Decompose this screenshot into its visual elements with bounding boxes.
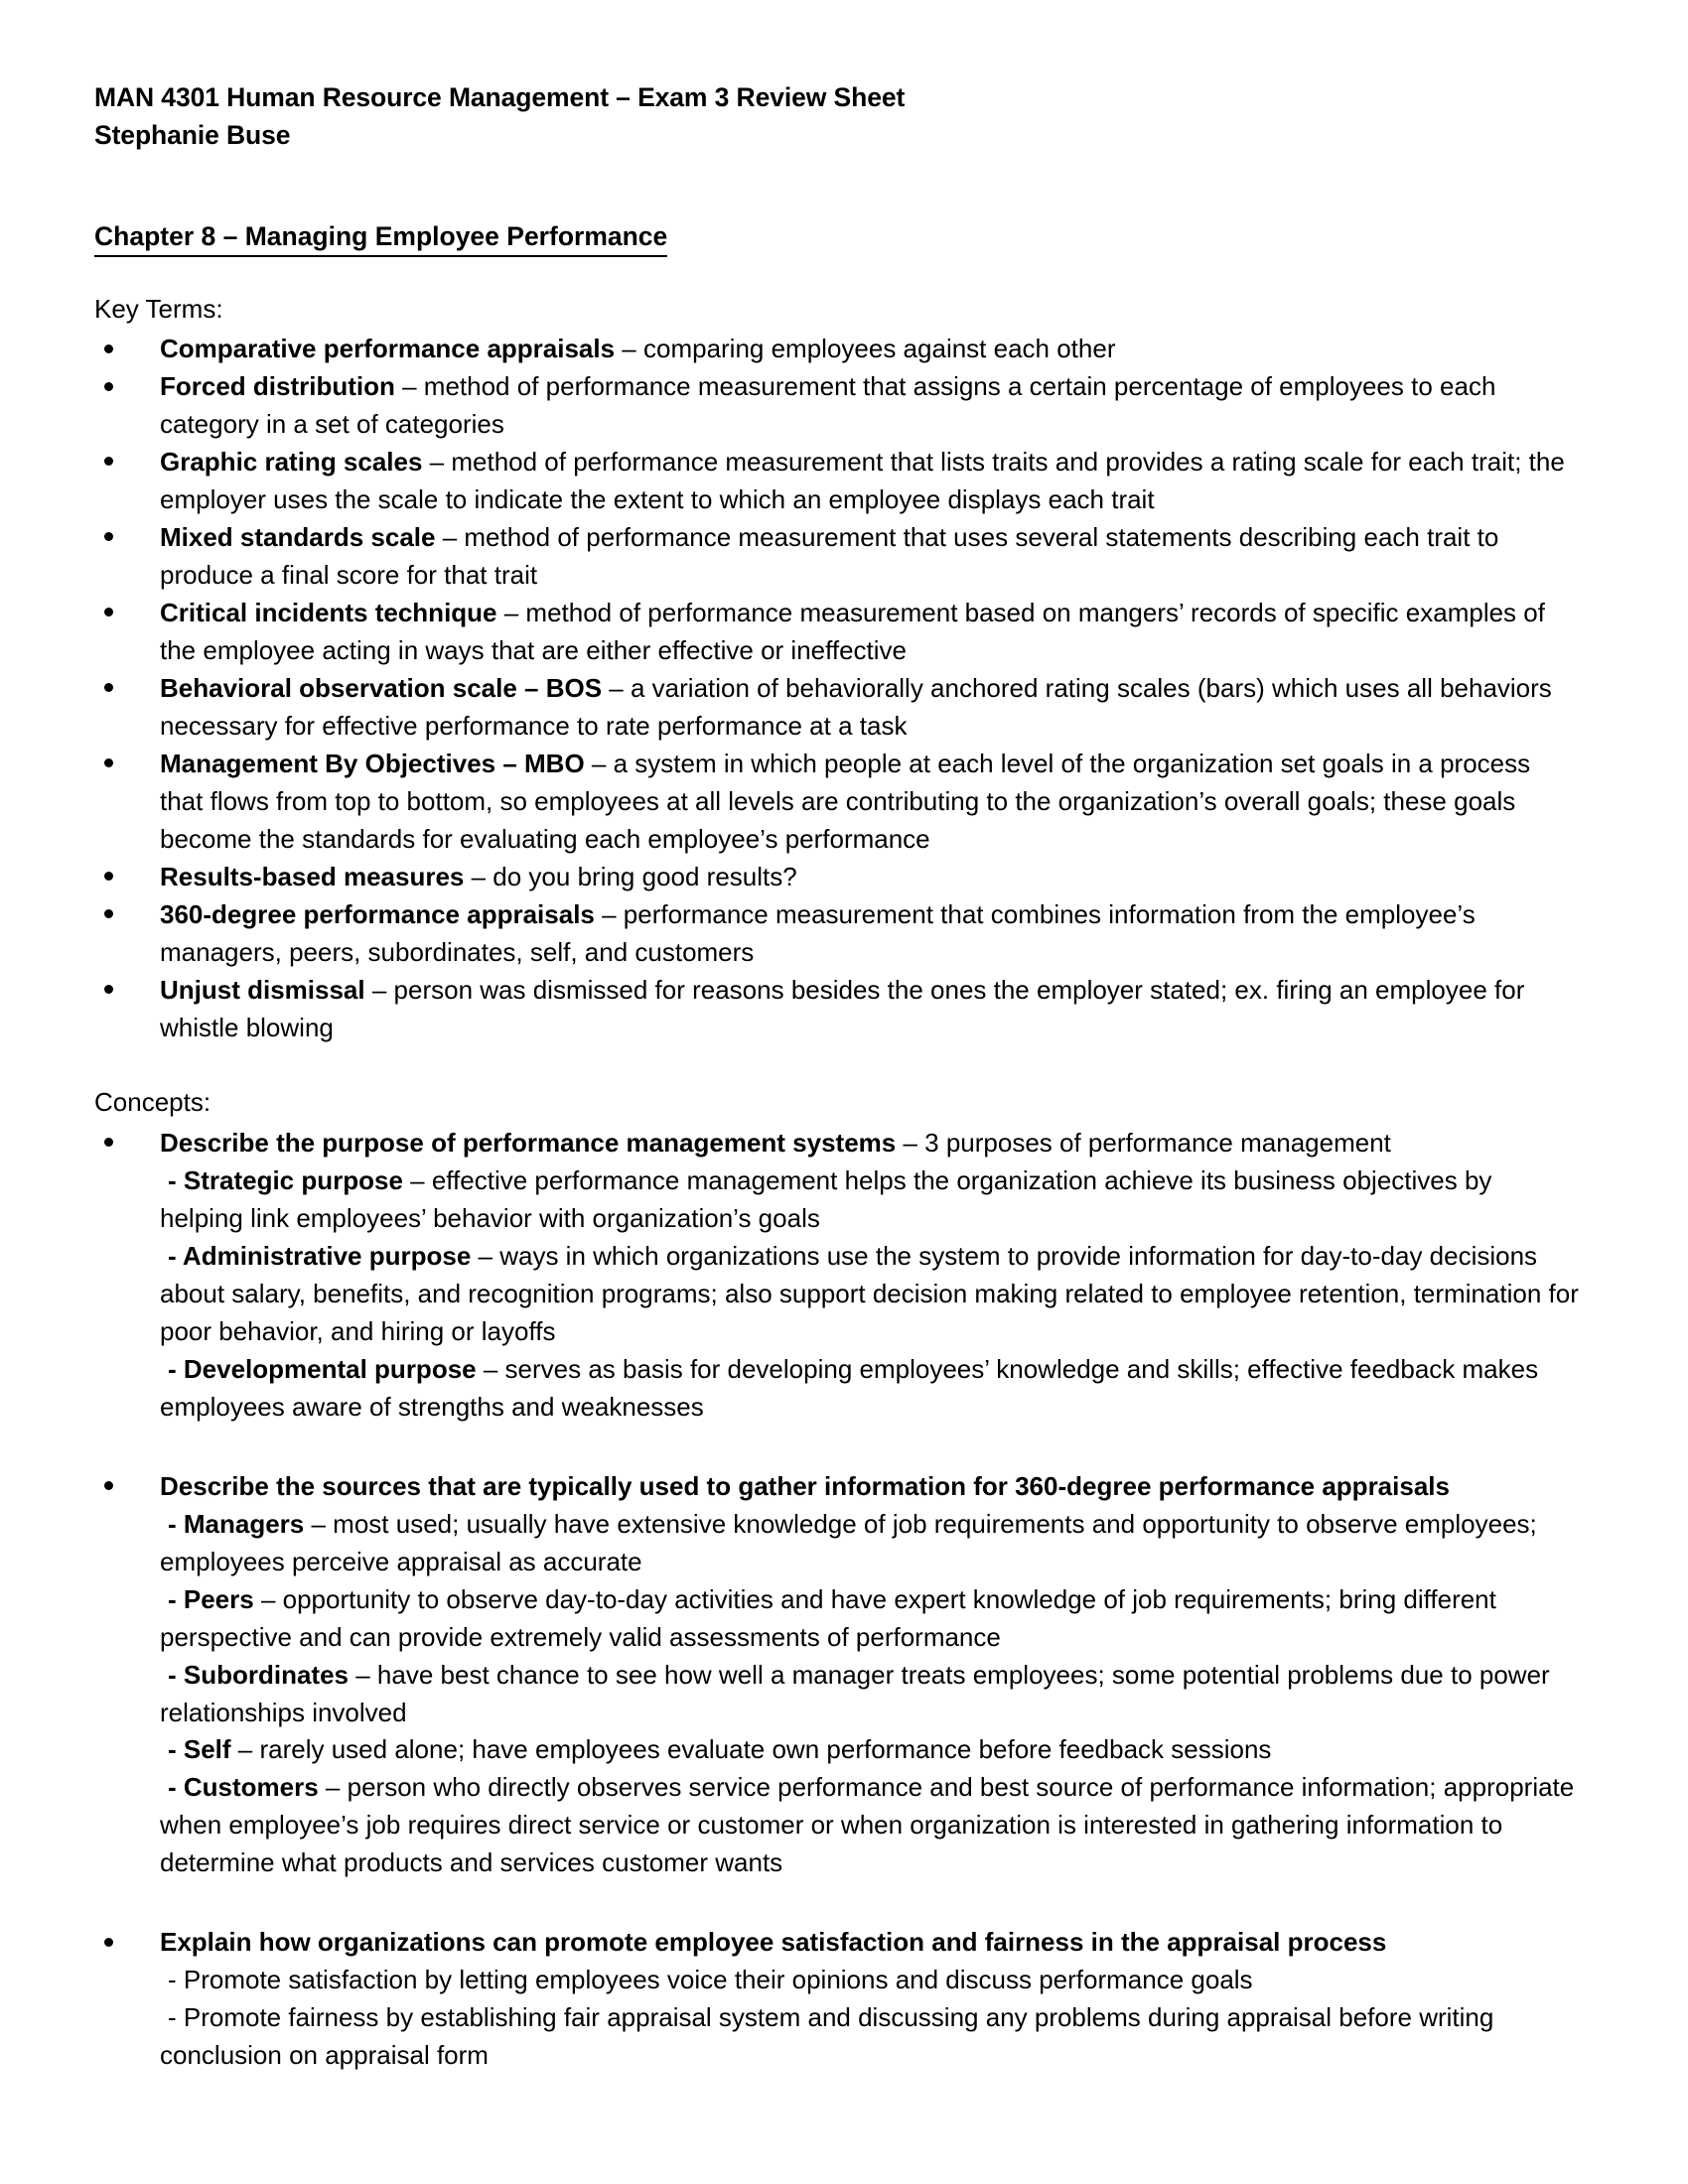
- list-item-main-line: [160, 670, 1579, 746]
- author-name-line: Stephanie Buse: [94, 119, 291, 150]
- bullet-list: [94, 331, 1579, 1046]
- list-item-body: [160, 746, 1579, 859]
- list-item-body: [160, 1125, 1579, 1427]
- list-item-term: Management By Objectives – MBO: [160, 748, 585, 778]
- list-item-subline: [160, 1731, 1579, 1769]
- list-item-term: Graphic rating scales: [160, 447, 423, 478]
- bullet-point-icon: [104, 985, 113, 994]
- list-item-body: [160, 896, 1579, 972]
- list-item-subline: [160, 1999, 1579, 2075]
- list-item-term: Critical incidents technique: [160, 598, 497, 628]
- bullet-point-icon: [104, 683, 113, 692]
- list-item-definition: – method of performance measurement that lists traits and provides a rating scale for each trait; the employer uses the scale to indicate the extent to which an employee displays each trait: [160, 447, 1565, 515]
- list-item-term: Forced distribution: [160, 371, 395, 402]
- list-item-body: [160, 595, 1579, 670]
- list-item-body: [160, 972, 1579, 1047]
- list-item-definition: – a variation of behaviorally anchored rating scales (bars) which uses all behaviors necessary for effective performance to rate performance at a task: [160, 672, 1552, 741]
- list-item-definition: – method of performance measurement that assigns a certain percentage of employees to each category in a set of categories: [160, 371, 1496, 440]
- list-item-definition: – performance measurement that combines information from the employee’s managers, peers, subordinates, self, and customers: [160, 898, 1476, 967]
- list-item-main-line: [160, 972, 1579, 1047]
- list-item-definition: – do you bring good results?: [464, 861, 797, 891]
- list-item-subline: [160, 1962, 1579, 1999]
- subline-text: - Promote satisfaction by letting employees voice their opinions and discuss performance goals: [168, 1965, 1253, 1995]
- subline-text: – effective performance management helps the organization achieve its business objectives by helping link employees’ behavior with organization’s goals: [160, 1165, 1492, 1234]
- list-item-term: Explain how organizations can promote employee satisfaction and fairness in the appraisal process: [160, 1927, 1387, 1958]
- list-item: [104, 670, 1579, 746]
- bullet-point-icon: [104, 382, 113, 391]
- list-item: [104, 972, 1579, 1047]
- list-item: [104, 896, 1579, 972]
- chapter-heading-text: Chapter 8 – Managing Employee Performance: [94, 219, 667, 256]
- subline-text: – rarely used alone; have employees evaluate own performance before feedback sessions: [230, 1734, 1272, 1765]
- bullet-point-icon: [104, 872, 113, 881]
- list-item-body: [160, 859, 1579, 896]
- list-item-term: Unjust dismissal: [160, 974, 365, 1005]
- section-label: Key Terms:: [94, 293, 223, 324]
- bullet-point-icon: [104, 1138, 113, 1147]
- list-item: [104, 595, 1579, 670]
- chapter-heading: [94, 219, 1579, 256]
- course-title-line: MAN 4301 Human Resource Management – Exam 3 Review Sheet: [94, 82, 906, 112]
- subline-lead: - Strategic purpose: [168, 1165, 403, 1196]
- subline-text: – person who directly observes service performance and best source of performance information; appropriate when employee’s job requires direct service or customer or when organization is interested in gathering information to determine what products and services customer wants: [160, 1772, 1575, 1878]
- list-item-term: Describe the sources that are typically used to gather information for 360-degree performance appraisals: [160, 1470, 1450, 1501]
- subline-text: – serves as basis for developing employees’ knowledge and skills; effective feedback makes employees aware of strengths and weaknesses: [160, 1353, 1539, 1422]
- list-item-body: [160, 331, 1579, 368]
- list-item-body: [160, 519, 1579, 595]
- bullet-point-icon: [104, 344, 113, 353]
- list-item: [104, 859, 1579, 896]
- list-item-definition: – comparing employees against each other: [615, 334, 1116, 364]
- list-item-definition: – a system in which people at each level of the organization set goals in a process that flows from top to bottom, so employees at all levels are contributing to the organization’s overall goals; these goals become the standards for evaluating each employee’s performance: [160, 748, 1531, 854]
- list-item-subline: [160, 1351, 1579, 1427]
- list-item: [104, 444, 1579, 519]
- list-item-main-line: [160, 896, 1579, 972]
- list-item-term: Describe the purpose of performance management systems: [160, 1128, 897, 1159]
- list-item-subline: [160, 1769, 1579, 1882]
- subline-lead: - Peers: [168, 1583, 254, 1614]
- bullet-point-icon: [104, 1481, 113, 1490]
- subline-text: – have best chance to see how well a manager treats employees; some potential problems due to power relationships involved: [160, 1659, 1550, 1727]
- list-item-term: Results-based measures: [160, 861, 465, 891]
- bullet-point-icon: [104, 532, 113, 541]
- list-item-definition: – person was dismissed for reasons besides the ones the employer stated; ex. firing an employee for whistle blowing: [160, 974, 1525, 1042]
- bullet-point-icon: [104, 457, 113, 466]
- list-item-main-line: [160, 444, 1579, 519]
- bullet-point-icon: [104, 909, 113, 918]
- list-item-term: 360-degree performance appraisals: [160, 898, 595, 929]
- list-item-subline: [160, 1581, 1579, 1657]
- list-item: [104, 331, 1579, 368]
- list-item-main-line: [160, 859, 1579, 896]
- subline-text: – opportunity to observe day-to-day activities and have expert knowledge of job requirements; bring different perspective and can provide extremely valid assessments of performance: [160, 1583, 1496, 1652]
- list-item-subline: [160, 1162, 1579, 1238]
- list-item-main-line: [160, 746, 1579, 859]
- list-item-subline: [160, 1506, 1579, 1581]
- list-item-main-line: [160, 595, 1579, 670]
- subline-lead: - Developmental purpose: [168, 1353, 477, 1384]
- list-item: [104, 1924, 1579, 2075]
- subline-lead: - Managers: [168, 1508, 305, 1539]
- list-item-term: Mixed standards scale: [160, 522, 436, 553]
- section-label: Concepts:: [94, 1087, 211, 1118]
- subline-text: - Promote fairness by establishing fair appraisal system and discussing any problems during appraisal before writing conclusion on appraisal form: [160, 2002, 1494, 2071]
- list-item-definition: – method of performance measurement that uses several statements describing each trait to produce a final score for that trait: [160, 522, 1499, 591]
- subline-text: – ways in which organizations use the system to provide information for day-to-day decisions about salary, benefits, and recognition programs; also support decision making related to employee retention, termination for poor behavior, and hiring or layoffs: [160, 1241, 1579, 1346]
- list-item-main-line: [160, 331, 1579, 368]
- subline-lead: - Self: [168, 1734, 231, 1765]
- list-item-body: [160, 1924, 1579, 2075]
- list-item-main-line: [160, 519, 1579, 595]
- list-item: [104, 368, 1579, 444]
- subline-lead: - Administrative purpose: [168, 1241, 472, 1272]
- list-item-term: Behavioral observation scale – BOS: [160, 672, 603, 703]
- document-header: [94, 79, 1579, 154]
- bullet-point-icon: [104, 1938, 113, 1947]
- list-item-main-line: [160, 1924, 1579, 1962]
- list-item-body: [160, 368, 1579, 444]
- document-body: [94, 291, 1579, 2075]
- list-item-subline: [160, 1238, 1579, 1351]
- subline-lead: - Subordinates: [168, 1659, 350, 1690]
- list-item-definition: – 3 purposes of performance management: [896, 1128, 1391, 1159]
- list-item: [104, 1125, 1579, 1427]
- list-item-term: Comparative performance appraisals: [160, 334, 616, 364]
- list-item-subline: [160, 1657, 1579, 1732]
- list-item: [104, 746, 1579, 859]
- list-item: [104, 1468, 1579, 1882]
- subline-lead: - Customers: [168, 1772, 319, 1803]
- list-item-main-line: [160, 1468, 1579, 1506]
- list-item-body: [160, 670, 1579, 746]
- list-item-main-line: [160, 368, 1579, 444]
- list-item-body: [160, 444, 1579, 519]
- subline-text: – most used; usually have extensive knowledge of job requirements and opportunity to observe employees; employees perceive appraisal as accurate: [160, 1508, 1537, 1576]
- list-item: [104, 519, 1579, 595]
- list-item-body: [160, 1468, 1579, 1882]
- bullet-list: [94, 1125, 1579, 2075]
- list-item-definition: – method of performance measurement based on mangers’ records of specific examples of the employee acting in ways that are either effective or ineffective: [160, 598, 1545, 665]
- bullet-point-icon: [104, 758, 113, 767]
- list-item-main-line: [160, 1125, 1579, 1162]
- bullet-point-icon: [104, 608, 113, 616]
